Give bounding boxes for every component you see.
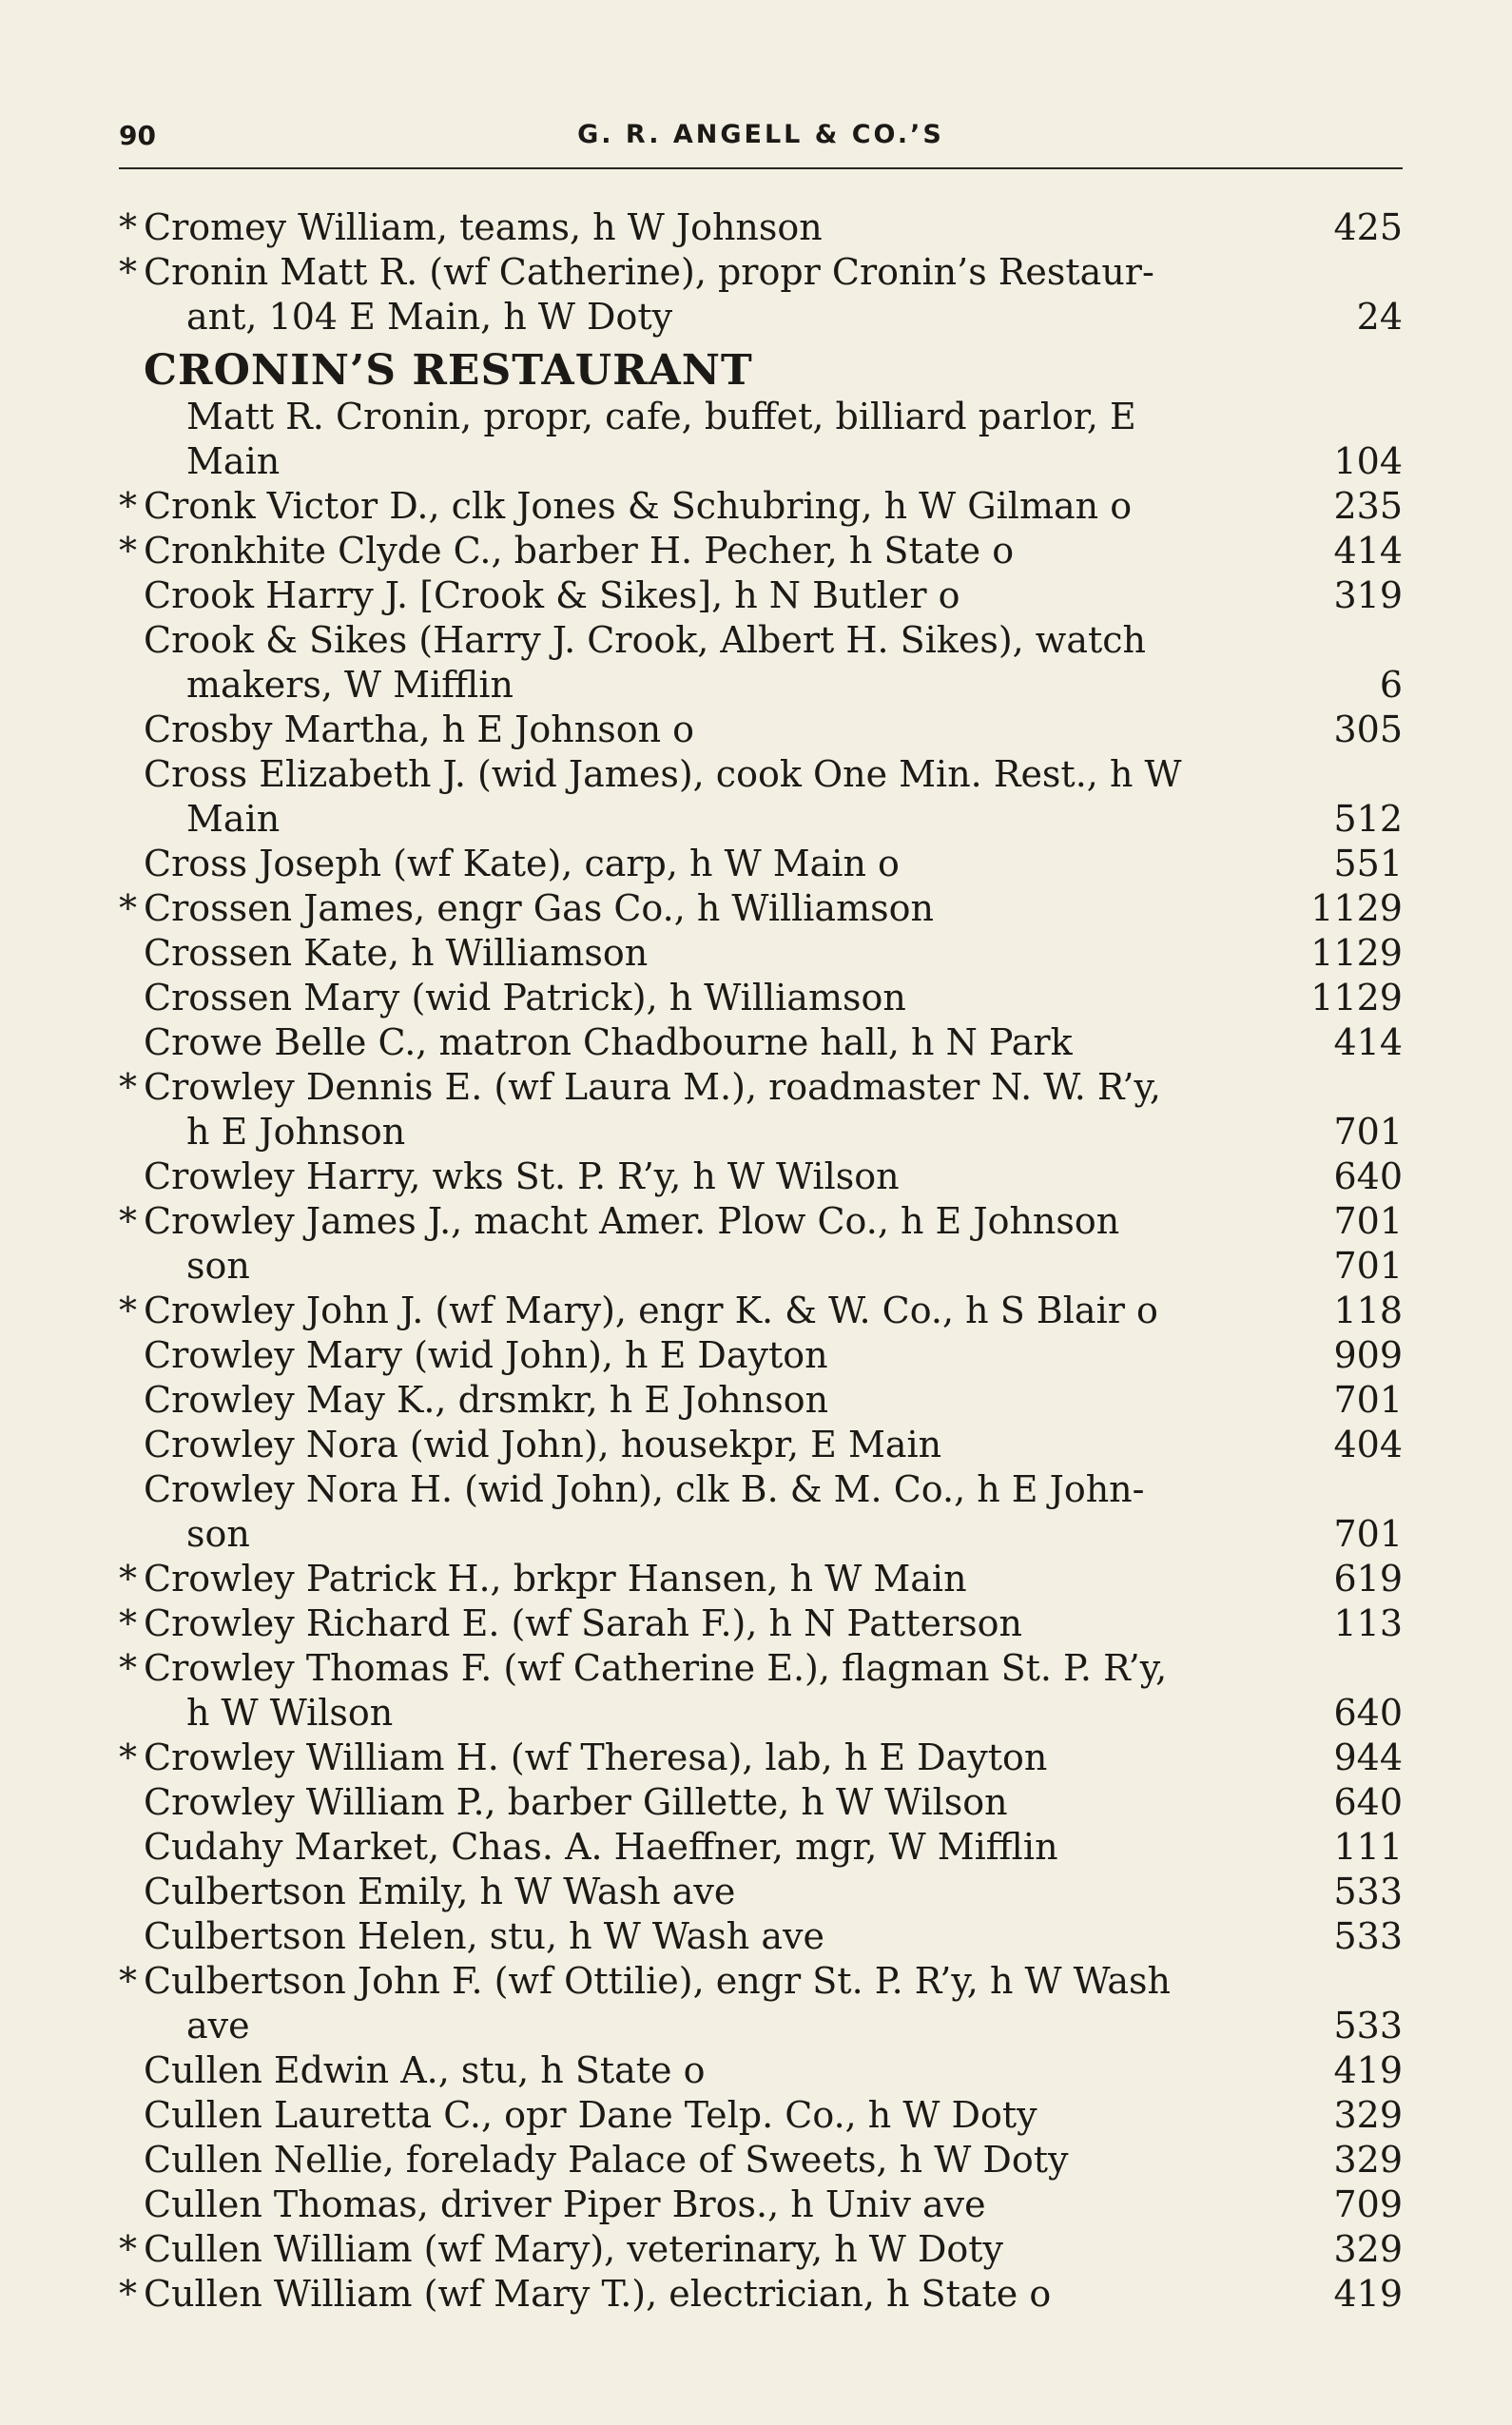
entry-continuation-line [119, 1244, 1403, 1289]
directory-entry [119, 1914, 1403, 1959]
entry-continuation-line [119, 1512, 1403, 1557]
household-marker: * [119, 485, 137, 527]
household-marker: * [119, 1066, 137, 1108]
entry-line [119, 1914, 1403, 1959]
entry-continuation-line [119, 1110, 1403, 1154]
entry-text-content: Crowley Patrick H., brkpr Hansen, h W Main [144, 1558, 967, 1600]
entry-text [119, 1378, 828, 1423]
entry-text-content: Crowley Dennis E. (wf Laura M.), roadmaster N. W. R’y, [144, 1066, 1161, 1108]
directory-entry [119, 1646, 1403, 1736]
entry-text [119, 1557, 967, 1601]
entry-number: 329 [1333, 2228, 1403, 2270]
running-title: G. R. ANGELL & CO.’S [577, 120, 944, 149]
entry-line [119, 2227, 1403, 2272]
entry-text-content: Culbertson John F. (wf Ottilie), engr St. P. R’y, h W Wash [144, 1960, 1172, 2002]
household-marker: * [119, 1558, 137, 1600]
entry-number: 701 [1333, 1200, 1403, 1242]
entry-line [119, 1065, 1403, 1110]
entry-text-content: Matt R. Cronin, propr, cafe, buffet, billiard parlor, E [186, 396, 1136, 437]
entry-text-content: Crook Harry J. [Crook & Sikes], h N Butler o [144, 574, 960, 616]
entry-text [119, 2227, 1003, 2272]
entry-text-content: Crowley James J., macht Amer. Plow Co., h E Johnson [144, 1200, 1120, 1242]
entry-text-content: h W Wilson [186, 1692, 394, 1734]
entry-number: 118 [1333, 1290, 1403, 1331]
entry-line [119, 2138, 1403, 2182]
entry-continuation-line [119, 797, 1403, 842]
entry-line [119, 250, 1403, 295]
entry-text-content: ant, 104 E Main, h W Doty [186, 296, 673, 338]
directory-entry [119, 250, 1403, 340]
directory-entry [119, 2227, 1403, 2272]
entry-number: 701 [1333, 1379, 1403, 1421]
household-marker: * [119, 1290, 137, 1331]
entry-number: 533 [1333, 2005, 1403, 2047]
entry-line [119, 1199, 1403, 1244]
entry-text-content: Crowley William H. (wf Theresa), lab, h E Dayton [144, 1736, 1048, 1778]
entry-number: 419 [1333, 2273, 1403, 2315]
entry-text [119, 1601, 1022, 1646]
entry-line [119, 618, 1403, 663]
directory-entry [119, 205, 1403, 250]
entry-text [119, 1244, 250, 1289]
entry-line [119, 1959, 1403, 2004]
entry-number: 640 [1333, 1781, 1403, 1823]
entry-line [119, 395, 1403, 439]
directory-entry [119, 1825, 1403, 1870]
directory-entry [119, 1870, 1403, 1914]
directory-entry [119, 1601, 1403, 1646]
entry-text-content: Crowley Thomas F. (wf Catherine E.), flagman St. P. R’y, [144, 1647, 1168, 1689]
entry-line [119, 1736, 1403, 1780]
entry-text [119, 295, 672, 340]
entry-text [119, 1646, 1167, 1691]
entry-text-content: Crossen Mary (wid Patrick), h Williamson [144, 977, 906, 1018]
directory-entry [119, 886, 1403, 931]
entry-text [119, 2272, 1051, 2317]
entry-text [119, 1914, 824, 1959]
directory-entry [119, 1423, 1403, 1467]
entry-number: 619 [1333, 1558, 1403, 1600]
entry-number: 640 [1333, 1692, 1403, 1734]
entry-line [119, 1467, 1403, 1512]
entry-line [119, 1333, 1403, 1378]
entry-line [119, 1646, 1403, 1691]
entry-line [119, 931, 1403, 976]
directory-entry [119, 1199, 1403, 1289]
entry-text [119, 618, 1146, 663]
entry-text-content: Cullen Edwin A., stu, h State o [144, 2049, 706, 2091]
banner-title: CRONIN’S RESTAURANT [144, 346, 753, 395]
entry-text [119, 797, 280, 842]
directory-entry [119, 2093, 1403, 2138]
entry-number: 414 [1333, 1021, 1403, 1063]
household-marker: * [119, 2273, 137, 2315]
header-rule [119, 167, 1403, 169]
page-number: 90 [119, 120, 156, 151]
entry-line [119, 708, 1403, 752]
entry-line [119, 2272, 1403, 2317]
entry-text [119, 2182, 986, 2227]
entry-text-content: Crossen Kate, h Williamson [144, 932, 649, 974]
entry-text-content: Crowley John J. (wf Mary), engr K. & W. Co., h S Blair o [144, 1290, 1158, 1331]
entry-text-content: Cullen Nellie, forelady Palace of Sweets, h W Doty [144, 2139, 1069, 2181]
entry-text-content: Cullen Lauretta C., opr Dane Telp. Co., h W Doty [144, 2094, 1037, 2136]
entry-text-content: Cudahy Market, Chas. A. Haeffner, mgr, W Mifflin [144, 1826, 1058, 1868]
entry-number: 305 [1333, 708, 1403, 750]
entry-line [119, 1378, 1403, 1423]
directory-entry [119, 618, 1403, 708]
entry-line [119, 842, 1403, 886]
entry-text-content: Main [186, 440, 281, 482]
entry-line [119, 1870, 1403, 1914]
directory-entry [119, 573, 1403, 618]
entry-text-content: Main [186, 798, 281, 840]
directory-entry [119, 2272, 1403, 2317]
entry-text-content: Cross Joseph (wf Kate), carp, h W Main o [144, 843, 900, 884]
directory-entry [119, 1467, 1403, 1557]
entry-text [119, 1065, 1161, 1110]
entry-text-content: Crosby Martha, h E Johnson o [144, 708, 695, 750]
entry-line [119, 752, 1403, 797]
entry-text-content: Culbertson Emily, h W Wash ave [144, 1871, 736, 1912]
entry-text [119, 250, 1154, 295]
entry-text [119, 663, 514, 708]
directory-entry [119, 1020, 1403, 1065]
entry-text [119, 529, 1014, 573]
entry-text-content: Cross Elizabeth J. (wid James), cook One Min. Rest., h W [144, 753, 1182, 795]
directory-entry [119, 1557, 1403, 1601]
entry-number: 104 [1333, 440, 1403, 482]
directory-entry [119, 2138, 1403, 2182]
directory-entry [119, 931, 1403, 976]
household-marker: * [119, 206, 137, 248]
entry-number: 640 [1333, 1155, 1403, 1197]
entry-line [119, 2182, 1403, 2227]
entry-number: 944 [1333, 1736, 1403, 1778]
entry-line [119, 484, 1403, 529]
entry-text [119, 886, 934, 931]
entry-text [119, 205, 823, 250]
entry-text [119, 2093, 1037, 2138]
entry-number: 533 [1333, 1915, 1403, 1957]
entry-number: 1129 [1310, 932, 1403, 974]
entry-line [119, 529, 1403, 573]
entry-text-content: Crowley Nora (wid John), housekpr, E Main [144, 1424, 942, 1465]
directory-entry [119, 484, 1403, 529]
entry-text-content: Cullen Thomas, driver Piper Bros., h Univ ave [144, 2183, 986, 2225]
entry-number: 113 [1333, 1602, 1403, 1644]
household-marker: * [119, 1200, 137, 1242]
entry-text-content: Crowe Belle C., matron Chadbourne hall, h N Park [144, 1021, 1073, 1063]
entry-text [119, 2138, 1068, 2182]
entry-text [119, 1020, 1073, 1065]
entry-line [119, 1780, 1403, 1825]
entry-text [119, 752, 1182, 797]
entry-text-content: Crossen James, engr Gas Co., h Williamson [144, 887, 934, 929]
directory-entry [119, 1065, 1403, 1154]
entry-number: 1129 [1310, 887, 1403, 929]
entry-line [119, 1154, 1403, 1199]
entry-text-content: Cronk Victor D., clk Jones & Schubring, h W Gilman o [144, 485, 1133, 527]
household-marker: * [119, 1736, 137, 1778]
entry-text [119, 1467, 1145, 1512]
entry-text-content: Cronin Matt R. (wf Catherine), propr Cronin’s Restaur- [144, 251, 1154, 293]
entry-number: 419 [1333, 2049, 1403, 2091]
entry-text [119, 395, 1136, 439]
directory-entry [119, 842, 1403, 886]
entry-text [119, 931, 648, 976]
entry-continuation-line [119, 2004, 1403, 2048]
entry-text-content: Cromey William, teams, h W Johnson [144, 206, 823, 248]
entry-text [119, 1736, 1047, 1780]
entry-text [119, 1512, 250, 1557]
directory-entries [119, 205, 1403, 2317]
directory-entry [119, 1289, 1403, 1333]
entry-text [119, 1423, 941, 1467]
entry-text [119, 1154, 900, 1199]
entry-line [119, 886, 1403, 931]
entry-number: 6 [1379, 664, 1403, 706]
entry-continuation-line [119, 295, 1403, 340]
entry-line [119, 1423, 1403, 1467]
directory-entry [119, 395, 1403, 484]
directory-entry [119, 2182, 1403, 2227]
entry-number: 909 [1333, 1334, 1403, 1376]
entry-number: 111 [1333, 1826, 1403, 1868]
entry-text [119, 1333, 828, 1378]
directory-entry [119, 708, 1403, 752]
entry-line [119, 2093, 1403, 2138]
directory-entry [119, 976, 1403, 1020]
entry-text [119, 708, 694, 752]
entry-number: 235 [1333, 485, 1403, 527]
entry-text [119, 842, 900, 886]
entry-text [119, 2004, 250, 2048]
entry-text [119, 439, 280, 484]
entry-number: 701 [1333, 1245, 1403, 1287]
entry-line [119, 205, 1403, 250]
entry-text-content: Cronkhite Clyde C., barber H. Pecher, h State o [144, 530, 1015, 572]
entry-text-content: Crowley Harry, wks St. P. R’y, h W Wilson [144, 1155, 900, 1197]
page-header [119, 114, 1403, 164]
entry-text [119, 1110, 405, 1154]
directory-entry [119, 1780, 1403, 1825]
entry-number: 329 [1333, 2094, 1403, 2136]
entry-text-content: Crook & Sikes (Harry J. Crook, Albert H. Sikes), watch [144, 619, 1147, 661]
entry-number: 404 [1333, 1424, 1403, 1465]
entry-text [119, 1825, 1058, 1870]
entry-continuation-line [119, 663, 1403, 708]
entry-text-content: Crowley Nora H. (wid John), clk B. & M. Co., h E John- [144, 1468, 1145, 1510]
entry-text-content: h E Johnson [186, 1111, 406, 1153]
household-marker: * [119, 1647, 137, 1689]
directory-entry [119, 1959, 1403, 2048]
entry-line [119, 1601, 1403, 1646]
directory-entry [119, 752, 1403, 842]
entry-number: 551 [1333, 843, 1403, 884]
entry-line [119, 1825, 1403, 1870]
directory-entry [119, 1378, 1403, 1423]
entry-continuation-line [119, 439, 1403, 484]
entry-number: 329 [1333, 2139, 1403, 2181]
entry-text-content: Crowley May K., drsmkr, h E Johnson [144, 1379, 829, 1421]
entry-line [119, 976, 1403, 1020]
entry-text [119, 1959, 1171, 2004]
entry-text-content: Cullen William (wf Mary T.), electrician, h State o [144, 2273, 1052, 2315]
entry-text [119, 1289, 1158, 1333]
entry-text-content: Culbertson Helen, stu, h W Wash ave [144, 1915, 824, 1957]
entry-text [119, 573, 960, 618]
entry-number: 512 [1333, 798, 1403, 840]
entry-number: 709 [1333, 2183, 1403, 2225]
entry-line [119, 1557, 1403, 1601]
entry-number: 24 [1356, 296, 1403, 338]
entry-text-content: Crowley William P., barber Gillette, h W Wilson [144, 1781, 1008, 1823]
entry-number: 319 [1333, 574, 1403, 616]
entry-text-content: Crowley Mary (wid John), h E Dayton [144, 1334, 828, 1376]
entry-text-content: Cullen William (wf Mary), veterinary, h W Doty [144, 2228, 1004, 2270]
entry-text-content: makers, W Mifflin [186, 664, 514, 706]
entry-text [119, 484, 1132, 529]
entry-line [119, 2048, 1403, 2093]
entry-text [119, 1870, 735, 1914]
household-marker: * [119, 2228, 137, 2270]
entry-text [119, 2048, 706, 2093]
directory-entry [119, 1333, 1403, 1378]
entry-text-content: son [186, 1245, 250, 1287]
entry-number: 701 [1333, 1111, 1403, 1153]
directory-entry [119, 2048, 1403, 2093]
household-marker: * [119, 1602, 137, 1644]
entry-number: 533 [1333, 1871, 1403, 1912]
entry-text [119, 1199, 1119, 1244]
entry-text-content: son [186, 1513, 250, 1555]
entry-number: 425 [1333, 206, 1403, 248]
directory-entry [119, 529, 1403, 573]
directory-entry [119, 1736, 1403, 1780]
entry-text [119, 1780, 1008, 1825]
entry-number: 1129 [1310, 977, 1403, 1018]
directory-entry [119, 1154, 1403, 1199]
entry-number: 701 [1333, 1513, 1403, 1555]
entry-text-content: Crowley Richard E. (wf Sarah F.), h N Patterson [144, 1602, 1022, 1644]
entry-text [119, 976, 906, 1020]
household-marker: * [119, 251, 137, 293]
entry-line [119, 1289, 1403, 1333]
household-marker: * [119, 530, 137, 572]
entry-text [119, 1691, 393, 1736]
entry-number: 414 [1333, 530, 1403, 572]
entry-line [119, 1020, 1403, 1065]
advertisement-banner [119, 340, 1403, 395]
entry-continuation-line [119, 1691, 1403, 1736]
entry-text-content: ave [186, 2005, 250, 2047]
household-marker: * [119, 1960, 137, 2002]
entry-line [119, 573, 1403, 618]
household-marker: * [119, 887, 137, 929]
